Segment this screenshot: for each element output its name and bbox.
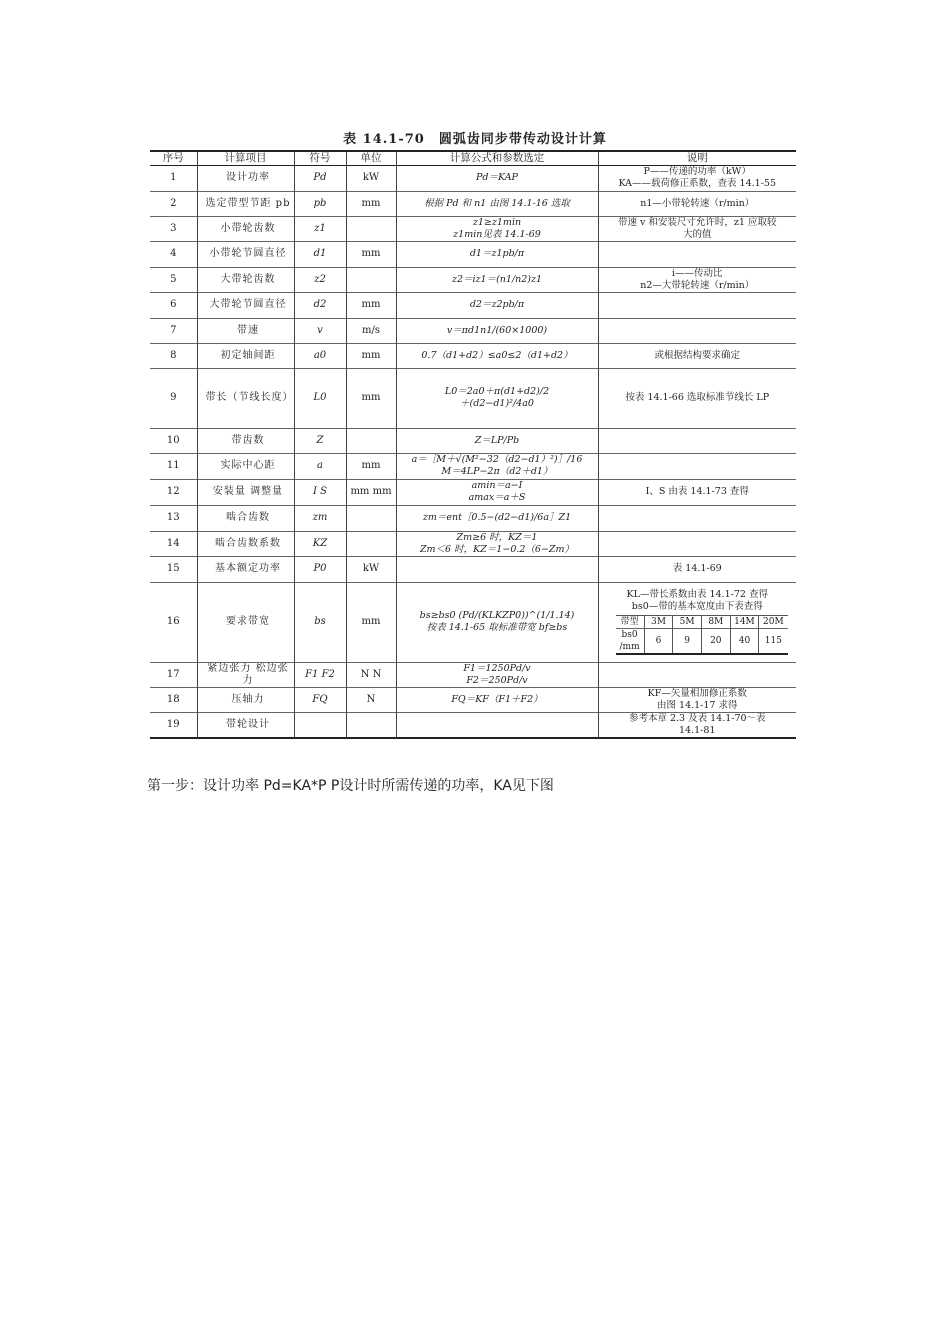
cell-unit — [346, 267, 396, 292]
cell-item: 安装量 调整量 — [197, 479, 294, 505]
cell-symbol: bs — [294, 582, 346, 662]
cell-symbol: a0 — [294, 343, 346, 368]
cell-line: Z＝LP/Pb — [474, 434, 520, 446]
cell-line: 由图 14.1-17 求得 — [657, 699, 738, 711]
cell-no: 15 — [150, 556, 197, 582]
cell-item: 小带轮齿数 — [197, 216, 294, 241]
cell-note — [598, 368, 796, 428]
cell-no: 9 — [150, 368, 197, 428]
cell-no: 12 — [150, 479, 197, 505]
cell-line: 参考本章 2.3 及表 14.1-70～表 — [628, 712, 766, 724]
cell-no: 1 — [150, 165, 197, 191]
cell-formula — [396, 582, 598, 662]
table-row — [150, 453, 796, 479]
table-row — [150, 479, 796, 505]
cell-note — [598, 241, 796, 267]
cell-line: 0.7（d1+d2）≤a0≤2（d1+d2） — [421, 349, 573, 361]
cell-note — [598, 343, 796, 368]
width-table-value: 6 — [644, 628, 673, 654]
header-unit: 单位 — [346, 151, 396, 165]
cell-unit: mm — [346, 368, 396, 428]
cell-symbol: d2 — [294, 292, 346, 318]
cell-item: 基本额定功率 — [197, 556, 294, 582]
cell-note — [598, 267, 796, 292]
table-row — [150, 165, 796, 191]
cell-note — [598, 531, 796, 556]
cell-no: 5 — [150, 267, 197, 292]
cell-note — [598, 216, 796, 241]
cell-line: 14.1-81 — [679, 724, 716, 736]
table-row — [150, 368, 796, 428]
cell-item: 初定轴间距 — [197, 343, 294, 368]
cell-formula — [396, 241, 598, 267]
cell-line: 或根据结构要求确定 — [654, 349, 740, 361]
cell-line: zm＝ent［0.5−(d2−d1)/6a］Z1 — [422, 512, 572, 523]
cell-formula — [396, 453, 598, 479]
cell-line: 带速 v 和安装尺寸允许时，z1 应取较 — [618, 216, 777, 228]
cell-line: 大的值 — [682, 228, 712, 240]
cell-formula — [396, 318, 598, 343]
header-no: 序号 — [150, 151, 197, 165]
cell-line: ＋(d2−d1)²/4a0 — [460, 398, 534, 409]
cell-note — [598, 582, 796, 662]
cell-unit — [346, 531, 396, 556]
cell-symbol: P0 — [294, 556, 346, 582]
cell-symbol: v — [294, 318, 346, 343]
cell-line: a＝［M＋√(M²−32（d2−d1）²)］/16 — [411, 454, 583, 465]
cell-formula — [396, 479, 598, 505]
cell-symbol: pb — [294, 191, 346, 216]
cell-symbol: Z — [294, 428, 346, 453]
cell-item: 带齿数 — [197, 428, 294, 453]
cell-symbol: zm — [294, 505, 346, 531]
table-header-row — [150, 151, 796, 165]
cell-item: 带速 — [197, 318, 294, 343]
cell-symbol: F1 F2 — [294, 662, 346, 687]
cell-item: 啮合齿数系数 — [197, 531, 294, 556]
cell-unit: N — [346, 687, 396, 712]
cell-unit: mm — [346, 241, 396, 267]
cell-line: amax＝a＋S — [468, 492, 526, 503]
cell-item: 大带轮节圆直径 — [197, 292, 294, 318]
cell-no: 16 — [150, 582, 197, 662]
cell-symbol — [294, 712, 346, 738]
base-width-table — [616, 615, 788, 656]
cell-line: M＝4LP−2π（d2＋d1） — [441, 466, 553, 477]
cell-line: Pd＝KAP — [476, 172, 518, 183]
cell-note — [598, 556, 796, 582]
cell-unit — [346, 712, 396, 738]
cell-note — [598, 479, 796, 505]
cell-line: bs0—带的基本宽度由下表查得 — [631, 600, 763, 612]
cell-line: 按表 14.1-66 选取标准节线长 LP — [625, 392, 770, 403]
cell-symbol: KZ — [294, 531, 346, 556]
table-row — [150, 318, 796, 343]
cell-line: n2—大带轮转速（r/min） — [640, 279, 755, 291]
cell-line: 按表 14.1-65 取标准带宽 bf≥bs — [426, 622, 568, 633]
cell-formula — [396, 556, 598, 582]
cell-line: KF—矢量相加修正系数 — [647, 687, 747, 699]
width-table-row-label: bs0 /mm — [616, 628, 645, 654]
cell-unit: mm — [346, 453, 396, 479]
cell-line: d1＝z1pb/π — [469, 248, 525, 259]
cell-line: L0＝2a0＋π(d1+d2)/2 — [444, 386, 550, 397]
table-row — [150, 582, 796, 662]
cell-formula — [396, 712, 598, 738]
header-note: 说明 — [598, 151, 796, 165]
cell-item: 小带轮节圆直径 — [197, 241, 294, 267]
table-row — [150, 531, 796, 556]
table-row — [150, 343, 796, 368]
table-title: 表 14.1-70 圆弧齿同步带传动设计计算 — [343, 132, 607, 147]
cell-formula — [396, 165, 598, 191]
table-row — [150, 687, 796, 712]
cell-line: z2＝iz1＝(n1/n2)z1 — [451, 273, 543, 285]
table-row — [150, 241, 796, 267]
caption-text: 第一步：设计功率 Pd=KA*P P设计时所需传递的功率，KA见下图 — [147, 778, 554, 794]
cell-note — [598, 687, 796, 712]
cell-formula — [396, 292, 598, 318]
cell-no: 11 — [150, 453, 197, 479]
cell-note — [598, 505, 796, 531]
cell-unit: mm — [346, 292, 396, 318]
cell-symbol: d1 — [294, 241, 346, 267]
cell-no: 7 — [150, 318, 197, 343]
header-formula: 计算公式和参数选定 — [396, 151, 598, 165]
cell-line: Zm＜6 时，KZ＝1−0.2（6−Zm） — [419, 543, 575, 555]
cell-symbol: I S — [294, 479, 346, 505]
width-table-value: 20 — [701, 628, 730, 654]
cell-note — [598, 428, 796, 453]
cell-line: z1≥z1min — [472, 216, 522, 228]
cell-formula — [396, 428, 598, 453]
cell-line: amin＝a−I — [471, 480, 523, 491]
table-row — [150, 662, 796, 687]
cell-symbol: a — [294, 453, 346, 479]
cell-note — [598, 712, 796, 738]
cell-line: n1—小带轮转速（r/min） — [640, 197, 755, 209]
cell-no: 17 — [150, 662, 197, 687]
cell-symbol: L0 — [294, 368, 346, 428]
cell-note — [598, 318, 796, 343]
table-row — [150, 216, 796, 241]
cell-note — [598, 191, 796, 216]
cell-item: 压轴力 — [197, 687, 294, 712]
cell-formula — [396, 368, 598, 428]
cell-item: 要求带宽 — [197, 582, 294, 662]
cell-unit: mm — [346, 191, 396, 216]
cell-no: 19 — [150, 712, 197, 738]
cell-line: d2＝z2pb/π — [469, 299, 525, 310]
cell-no: 13 — [150, 505, 197, 531]
table-row — [150, 556, 796, 582]
cell-no: 14 — [150, 531, 197, 556]
cell-line: Zm≥6 时，KZ＝1 — [456, 531, 538, 543]
cell-line: F2＝250Pd/v — [466, 674, 528, 686]
cell-note — [598, 662, 796, 687]
cell-formula — [396, 267, 598, 292]
header-item: 计算项目 — [197, 151, 294, 165]
cell-no: 10 — [150, 428, 197, 453]
cell-item: 实际中心距 — [197, 453, 294, 479]
cell-item: 大带轮齿数 — [197, 267, 294, 292]
cell-unit: N N — [346, 662, 396, 687]
table-row — [150, 712, 796, 738]
width-table-header: 3M — [644, 615, 673, 628]
cell-line: i——传动比 — [671, 267, 723, 279]
header-symbol: 符号 — [294, 151, 346, 165]
cell-unit: mm mm — [346, 479, 396, 505]
table-row — [150, 191, 796, 216]
cell-unit: kW — [346, 556, 396, 582]
cell-line: P——传递的功率（kW） — [643, 166, 751, 177]
cell-line: 表 14.1-69 — [672, 563, 722, 574]
cell-no: 3 — [150, 216, 197, 241]
table-row — [150, 505, 796, 531]
cell-item: 啮合齿数 — [197, 505, 294, 531]
cell-unit: mm — [346, 582, 396, 662]
width-table-value: 40 — [730, 628, 759, 654]
cell-symbol: z2 — [294, 267, 346, 292]
cell-no: 8 — [150, 343, 197, 368]
cell-formula — [396, 662, 598, 687]
width-table-header: 20M — [759, 615, 788, 628]
cell-note — [598, 453, 796, 479]
cell-item: 设计功率 — [197, 165, 294, 191]
cell-line: KL—带长系数由表 14.1-72 查得 — [626, 588, 768, 600]
cell-item: 紧边张力 松边张力 — [197, 662, 294, 687]
cell-item: 选定带型节距 pb — [197, 191, 294, 216]
cell-formula — [396, 191, 598, 216]
cell-unit: m/s — [346, 318, 396, 343]
width-table-header: 8M — [701, 615, 730, 628]
width-table-header: 14M — [730, 615, 759, 628]
cell-symbol: z1 — [294, 216, 346, 241]
design-calculation-table — [150, 150, 796, 739]
cell-note — [598, 292, 796, 318]
cell-item: 带长（节线长度） — [197, 368, 294, 428]
cell-line: z1min见表 14.1-69 — [453, 228, 541, 240]
cell-line: v＝πd1n1/(60×1000) — [446, 324, 548, 336]
cell-unit — [346, 505, 396, 531]
cell-formula — [396, 216, 598, 241]
cell-symbol: FQ — [294, 687, 346, 712]
cell-formula — [396, 343, 598, 368]
cell-line: F1＝1250Pd/v — [463, 662, 531, 674]
cell-unit: mm — [346, 343, 396, 368]
table-row — [150, 292, 796, 318]
cell-line: KA——载荷修正系数，查表 14.1-55 — [618, 178, 777, 189]
table-row — [150, 428, 796, 453]
cell-formula — [396, 505, 598, 531]
cell-unit — [346, 216, 396, 241]
cell-symbol: Pd — [294, 165, 346, 191]
cell-no: 4 — [150, 241, 197, 267]
cell-no: 2 — [150, 191, 197, 216]
cell-note — [598, 165, 796, 191]
cell-item: 带轮设计 — [197, 712, 294, 738]
cell-unit — [346, 428, 396, 453]
cell-formula — [396, 687, 598, 712]
table-row — [150, 267, 796, 292]
cell-line: FQ＝KF（F1＋F2） — [451, 693, 543, 705]
width-table-value: 115 — [759, 628, 788, 654]
width-table-header: 带型 — [616, 615, 645, 628]
cell-line: 根据 Pd 和 n1 由图 14.1-16 选取 — [424, 197, 570, 209]
width-table-header: 5M — [673, 615, 702, 628]
cell-line: I、S 由表 14.1-73 查得 — [645, 486, 749, 497]
cell-line: bs≥bs0 (Pd/(KLKZP0))^(1/1.14) — [419, 610, 575, 621]
width-table-value: 9 — [673, 628, 702, 654]
cell-no: 18 — [150, 687, 197, 712]
cell-formula — [396, 531, 598, 556]
cell-unit: kW — [346, 165, 396, 191]
cell-no: 6 — [150, 292, 197, 318]
